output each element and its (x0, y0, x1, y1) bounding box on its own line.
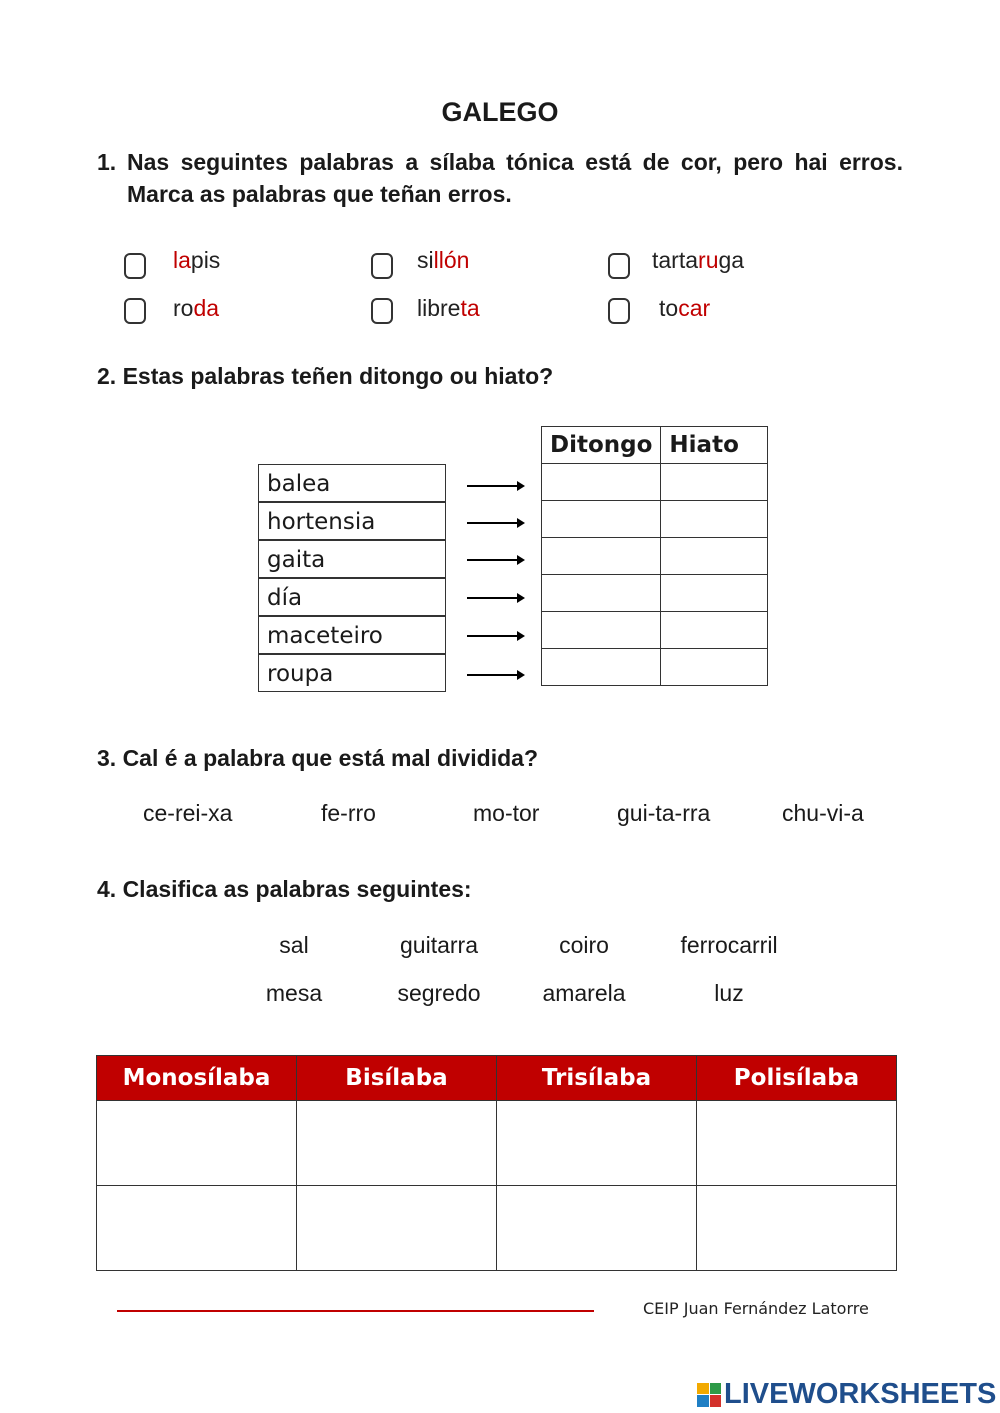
answer-cell-hiato[interactable] (661, 649, 768, 686)
header-hiato: Hiato (661, 427, 768, 464)
question-3-text: 3. Cal é a palabra que está mal dividida? (97, 745, 538, 771)
checkbox-roda[interactable] (124, 298, 146, 324)
answer-cell-hiato[interactable] (661, 501, 768, 538)
checkbox-tartaruga[interactable] (608, 253, 630, 279)
liveworksheets-logo (697, 1378, 996, 1411)
question-4-text: 4. Clasifica as palabras seguintes: (97, 876, 472, 902)
question-2-text: 2. Estas palabras teñen ditongo ou hiato? (97, 363, 554, 389)
option-motor[interactable]: mo-tor (473, 800, 540, 826)
option-ferro[interactable]: fe-rro (321, 800, 376, 826)
classify-word[interactable]: mesa (265, 980, 323, 1006)
answer-cell-hiato[interactable] (661, 464, 768, 501)
arrow-icon (467, 635, 523, 637)
answer-cell-hiato[interactable] (661, 538, 768, 575)
answer-cell-ditongo[interactable] (542, 464, 661, 501)
checkbox-sillon[interactable] (371, 253, 393, 279)
arrow-icon (467, 485, 523, 487)
drop-cell-polisilaba[interactable] (697, 1101, 897, 1186)
drop-cell-bisilaba[interactable] (297, 1101, 497, 1186)
classify-word[interactable]: coiro (559, 932, 609, 958)
classify-word[interactable]: segredo (397, 980, 481, 1006)
word-tartaruga: tartaruga (652, 247, 745, 273)
classify-word[interactable]: guitarra (400, 932, 478, 958)
header-monosilaba: Monosílaba (97, 1056, 297, 1101)
answer-cell-ditongo[interactable] (542, 649, 661, 686)
question-1-number: 1. (97, 149, 117, 175)
syllable-classification-table (96, 1055, 897, 1271)
drop-cell-monosilaba[interactable] (97, 1186, 297, 1271)
checkbox-lapis[interactable] (124, 253, 146, 279)
word-cell: balea (258, 464, 446, 502)
word-cell: maceteiro (258, 616, 446, 654)
word-roda: roda (173, 295, 220, 321)
classify-word[interactable]: ferrocarril (680, 932, 778, 958)
drop-cell-trisilaba[interactable] (497, 1101, 697, 1186)
word-tocar: tocar (659, 295, 711, 321)
liveworksheets-logo-icon (697, 1383, 721, 1407)
brand-name: LIVEWORKSHEETS (724, 1378, 997, 1410)
header-trisilaba: Trisílaba (497, 1056, 697, 1101)
option-guitarra[interactable]: gui-ta-rra (617, 800, 711, 826)
question-1 (97, 146, 903, 210)
option-cereixa[interactable]: ce-rei-xa (143, 800, 233, 826)
header-ditongo: Ditongo (542, 427, 661, 464)
header-polisilaba: Polisílaba (697, 1056, 897, 1101)
question-1-text: Nas seguintes palabras a sílaba tónica está de cor, pero hai erros. Marca as palabras que teñan erros. (127, 149, 903, 207)
page-title: GALEGO (441, 97, 559, 127)
answer-cell-ditongo[interactable] (542, 538, 661, 575)
answer-cell-hiato[interactable] (661, 575, 768, 612)
school-name: CEIP Juan Fernández Latorre (643, 1299, 869, 1318)
checkbox-libreta[interactable] (371, 298, 393, 324)
word-sillon: sillón (417, 247, 470, 273)
word-libreta: libreta (417, 295, 480, 321)
word-lapis: lapis (173, 247, 221, 273)
answer-cell-ditongo[interactable] (542, 501, 661, 538)
classify-word[interactable]: sal (279, 932, 309, 958)
diphthong-hiatus-table (541, 426, 768, 686)
drop-cell-bisilaba[interactable] (297, 1186, 497, 1271)
drop-cell-trisilaba[interactable] (497, 1186, 697, 1271)
word-cell: gaita (258, 540, 446, 578)
answer-cell-ditongo[interactable] (542, 612, 661, 649)
option-chuvia[interactable]: chu-vi-a (782, 800, 864, 826)
classify-word[interactable]: amarela (542, 980, 626, 1006)
word-cell: roupa (258, 654, 446, 692)
drop-cell-monosilaba[interactable] (97, 1101, 297, 1186)
word-cell: hortensia (258, 502, 446, 540)
header-bisilaba: Bisílaba (297, 1056, 497, 1101)
answer-cell-hiato[interactable] (661, 612, 768, 649)
checkbox-tocar[interactable] (608, 298, 630, 324)
arrow-icon (467, 559, 523, 561)
drop-cell-polisilaba[interactable] (697, 1186, 897, 1271)
word-cell: día (258, 578, 446, 616)
arrow-icon (467, 674, 523, 676)
classify-word[interactable]: luz (714, 980, 744, 1006)
arrow-icon (467, 522, 523, 524)
footer-divider (117, 1310, 594, 1312)
arrow-icon (467, 597, 523, 599)
answer-cell-ditongo[interactable] (542, 575, 661, 612)
